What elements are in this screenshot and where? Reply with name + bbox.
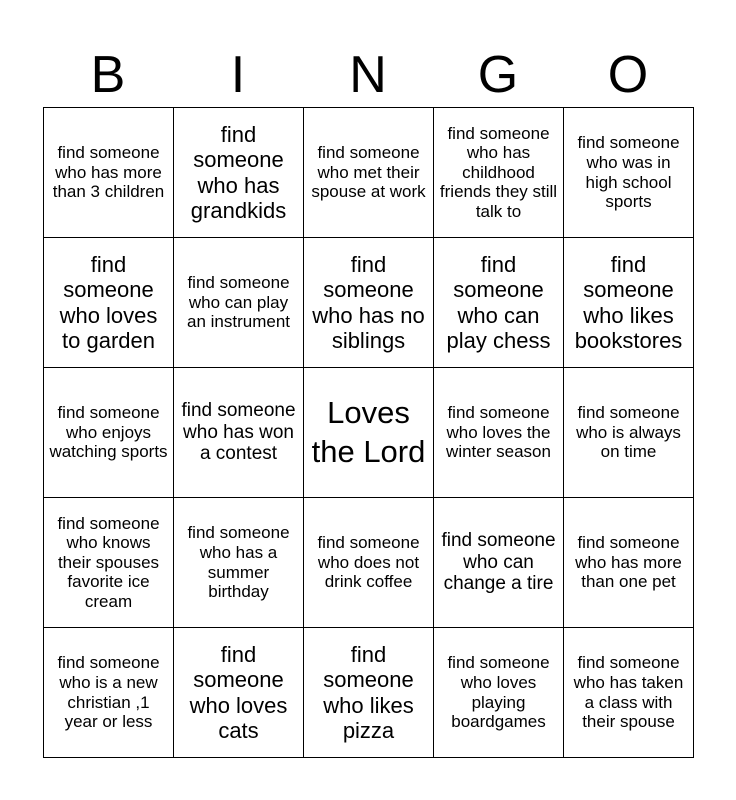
board-row (44, 108, 694, 238)
bingo-cell: find someone who loves to garden (44, 238, 174, 368)
bingo-cell: find someone who likes bookstores (564, 238, 694, 368)
bingo-cell: find someone who has won a contest (174, 368, 304, 498)
bingo-cell: find someone who likes pizza (304, 628, 434, 758)
bingo-cell: find someone who has childhood friends they still talk to (434, 108, 564, 238)
bingo-cell: find someone who was in high school sports (564, 108, 694, 238)
header-letter-i: I (230, 46, 246, 104)
bingo-board (43, 107, 694, 758)
bingo-cell: find someone who has no siblings (304, 238, 434, 368)
bingo-cell: find someone who has taken a class with their spouse (564, 628, 694, 758)
header-letter-b: B (90, 46, 126, 104)
bingo-cell: find someone who is a new christian ,1 year or less (44, 628, 174, 758)
bingo-cell: find someone who can play an instrument (174, 238, 304, 368)
bingo-cell: find someone who does not drink coffee (304, 498, 434, 628)
bingo-cell: find someone who loves the winter season (434, 368, 564, 498)
bingo-cell: find someone who has more than one pet (564, 498, 694, 628)
bingo-cell: find someone who can change a tire (434, 498, 564, 628)
bingo-header (43, 44, 693, 106)
bingo-cell: find someone who knows their spouses favorite ice cream (44, 498, 174, 628)
board-row (44, 498, 694, 628)
header-letter-n: N (349, 46, 387, 104)
bingo-cell: find someone who loves cats (174, 628, 304, 758)
board-row (44, 628, 694, 758)
free-space-cell: Loves the Lord (304, 368, 434, 498)
header-letter-o: O (607, 46, 649, 104)
board-row (44, 368, 694, 498)
bingo-cell: find someone who met their spouse at work (304, 108, 434, 238)
bingo-cell: find someone who is always on time (564, 368, 694, 498)
bingo-cell: find someone who enjoys watching sports (44, 368, 174, 498)
bingo-cell: find someone who has a summer birthday (174, 498, 304, 628)
header-letter-g: G (477, 46, 519, 104)
board-row (44, 238, 694, 368)
bingo-cell: find someone who loves playing boardgames (434, 628, 564, 758)
bingo-cell: find someone who has more than 3 children (44, 108, 174, 238)
bingo-cell: find someone who has grandkids (174, 108, 304, 238)
bingo-cell: find someone who can play chess (434, 238, 564, 368)
